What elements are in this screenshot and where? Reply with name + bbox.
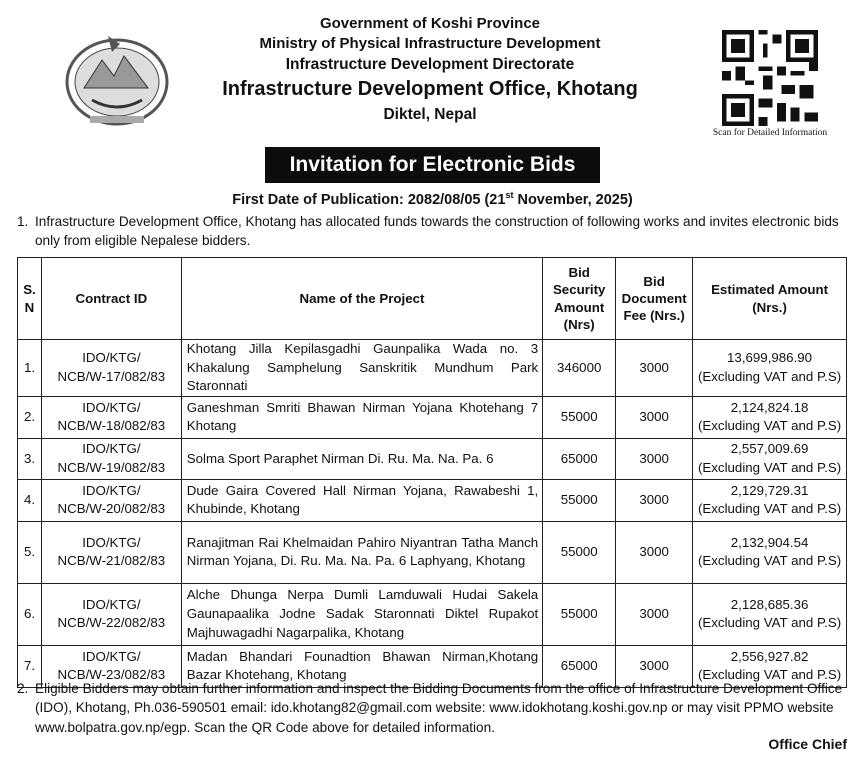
row-project-name-text: Alche Dhunga Nerpa Dumli Lamduwali Hudai Sakela Gaunapaalika Jodne Sadak Staronnati Diktel Rupakot Majhuwagadhi Nagarpalika, Khotang	[186, 587, 539, 640]
pub-date-ordinal: st	[505, 190, 514, 200]
row-document-fee	[616, 438, 693, 479]
row-estimated-amount-text: 2,556,927.82	[730, 648, 809, 664]
row-document-fee	[616, 521, 693, 583]
row-project-name	[181, 479, 542, 521]
row-contract-id	[41, 521, 181, 583]
office-name: Infrastructure Development Office, Khotang	[222, 78, 638, 101]
row-estimated-amount-text: (Excluding VAT and P.S)	[697, 418, 842, 434]
row-estimated-amount-text: 2,128,685.36	[730, 596, 809, 612]
row-estimated-amount	[693, 479, 847, 521]
row-estimated-amount-text: (Excluding VAT and P.S)	[697, 501, 842, 517]
row-bid-security-text: 65000	[560, 450, 598, 466]
row-sn	[18, 438, 42, 479]
row-contract-id-text: NCB/W-17/082/83	[57, 368, 166, 384]
row-project-name	[181, 521, 542, 583]
row-contract-id	[41, 438, 181, 479]
row-project-name-text: Ranajitman Rai Khelmaidan Pahiro Niyantran Tatha Manch Nirman Yojana, Di. Ru. Ma. Na. Pa. 6 Laphyang, Khotang	[186, 534, 539, 569]
row-contract-id-text: IDO/KTG/	[82, 399, 141, 415]
table-row	[18, 479, 847, 521]
paragraph-number: 1.	[17, 214, 29, 229]
bid-invitation-banner: Invitation for Electronic Bids	[265, 147, 600, 183]
row-contract-id-text: NCB/W-22/082/83	[57, 615, 166, 631]
row-bid-security	[543, 583, 616, 645]
paragraph-text: Infrastructure Development Office, Khotang has allocated funds towards the construction of following works and invites electronic bids only from eligible Nepalese bidders.	[35, 214, 839, 249]
row-estimated-amount	[693, 396, 847, 438]
row-document-fee-text: 3000	[639, 359, 669, 375]
row-estimated-amount	[693, 340, 847, 397]
qr-caption: Scan for Detailed Information	[712, 128, 828, 138]
row-contract-id-text: NCB/W-23/082/83	[57, 667, 166, 683]
row-sn	[18, 340, 42, 397]
table-row	[18, 340, 847, 397]
row-contract-id-text: IDO/KTG/	[82, 534, 141, 550]
row-estimated-amount-text: 13,699,986.90	[727, 350, 813, 366]
row-estimated-amount	[693, 438, 847, 479]
row-document-fee	[616, 396, 693, 438]
table-header-row	[18, 258, 847, 340]
signature-title: Office Chief	[768, 736, 847, 752]
works-table	[17, 257, 847, 688]
ministry-line: Ministry of Physical Infrastructure Development	[259, 35, 601, 53]
government-line: Government of Koshi Province	[319, 15, 541, 32]
paragraph-number: 2.	[17, 681, 29, 696]
header-project-name: Name of the Project	[181, 258, 542, 340]
row-estimated-amount-text: 2,129,729.31	[730, 482, 809, 498]
row-contract-id	[41, 479, 181, 521]
row-sn	[18, 521, 42, 583]
row-project-name	[181, 396, 542, 438]
row-project-name	[181, 340, 542, 397]
row-contract-id	[41, 396, 181, 438]
row-document-fee-text: 3000	[639, 544, 669, 560]
row-sn-text: 6.	[23, 606, 36, 622]
header-document-fee: Bid Document Fee (Nrs.)	[616, 258, 693, 340]
row-document-fee-text: 3000	[639, 606, 669, 622]
paragraph-2	[17, 679, 847, 737]
row-estimated-amount-text: (Excluding VAT and P.S)	[697, 368, 842, 384]
table-row	[18, 521, 847, 583]
row-contract-id	[41, 340, 181, 397]
row-bid-security	[543, 438, 616, 479]
document-header	[0, 8, 865, 138]
row-project-name	[181, 583, 542, 645]
publication-date	[0, 190, 865, 208]
row-document-fee-text: 3000	[639, 450, 669, 466]
row-bid-security	[543, 340, 616, 397]
paragraph-1	[17, 212, 847, 251]
row-sn-text: 4.	[23, 492, 36, 508]
row-project-name-text: Solma Sport Paraphet Nirman Di. Ru. Ma. Na. Pa. 6	[186, 450, 494, 466]
row-contract-id-text: IDO/KTG/	[82, 648, 141, 664]
government-emblem-icon	[62, 30, 172, 128]
row-bid-security-text: 65000	[560, 658, 598, 674]
row-project-name-text: Dude Gaira Covered Hall Nirman Yojana, Rawabeshi 1, Khubinde, Khotang	[186, 482, 539, 517]
row-bid-security-text: 346000	[556, 359, 602, 375]
row-sn-text: 3.	[23, 450, 36, 466]
row-estimated-amount-text: 2,557,009.69	[730, 441, 809, 457]
paragraph-text: Eligible Bidders may obtain further information and inspect the Bidding Documents from the office of Infrastructure Development Office (IDO), Khotang, Ph.036-590501 email: ido.khotang82@gmail.com website: www.idokhotang.koshi.gov.np or may visit PPMO website www.bolpatra.gov.np/egp. Scan the QR Code above for detailed information.	[35, 681, 843, 735]
row-sn-text: 1.	[23, 359, 36, 375]
row-document-fee-text: 3000	[639, 658, 669, 674]
row-bid-security-text: 55000	[560, 606, 598, 622]
row-estimated-amount-text: (Excluding VAT and P.S)	[697, 667, 842, 683]
row-sn-text: 5.	[23, 544, 36, 560]
row-sn-text: 2.	[23, 409, 36, 425]
pub-date-prefix: First Date of Publication: 2082/08/05 (21	[232, 191, 506, 208]
row-document-fee-text: 3000	[639, 492, 669, 508]
row-contract-id-text: IDO/KTG/	[82, 482, 141, 498]
row-document-fee-text: 3000	[639, 409, 669, 425]
table-row	[18, 583, 847, 645]
row-estimated-amount	[693, 583, 847, 645]
row-contract-id	[41, 583, 181, 645]
row-contract-id-text: NCB/W-19/082/83	[57, 459, 166, 475]
row-bid-security-text: 55000	[560, 409, 598, 425]
row-project-name-text: Khotang Jilla Kepilasgadhi Gaunpalika Wada no. 3 Khakalung Samphelung Sanskritik Mundhum Park Staronnati	[186, 341, 539, 394]
row-contract-id-text: IDO/KTG/	[82, 350, 141, 366]
row-project-name	[181, 438, 542, 479]
row-document-fee	[616, 583, 693, 645]
table-row	[18, 438, 847, 479]
row-project-name-text: Madan Bhandari Founadtion Bhawan Nirman,Khotang Bazar Khotehang, Khotang	[186, 648, 539, 683]
office-location: Diktel, Nepal	[383, 106, 477, 124]
row-contract-id-text: IDO/KTG/	[82, 596, 141, 612]
table-row	[18, 396, 847, 438]
row-document-fee	[616, 340, 693, 397]
row-sn-text: 7.	[23, 658, 36, 674]
row-contract-id-text: NCB/W-20/082/83	[57, 501, 166, 517]
header-lines	[190, 14, 670, 126]
row-contract-id-text: NCB/W-18/082/83	[57, 418, 166, 434]
pub-date-suffix: November, 2025)	[513, 191, 633, 208]
row-estimated-amount-text: 2,124,824.18	[730, 399, 809, 415]
row-estimated-amount-text: 2,132,904.54	[730, 534, 809, 550]
header-contract-id: Contract ID	[41, 258, 181, 340]
row-bid-security	[543, 521, 616, 583]
row-estimated-amount-text: (Excluding VAT and P.S)	[697, 459, 842, 475]
header-bid-security: Bid Security Amount (Nrs)	[543, 258, 616, 340]
row-estimated-amount-text: (Excluding VAT and P.S)	[697, 553, 842, 569]
row-estimated-amount	[693, 521, 847, 583]
row-contract-id-text: IDO/KTG/	[82, 441, 141, 457]
row-estimated-amount-text: (Excluding VAT and P.S)	[697, 615, 842, 631]
row-bid-security-text: 55000	[560, 492, 598, 508]
header-sn: S. N	[18, 258, 42, 340]
row-sn	[18, 479, 42, 521]
qr-code-icon[interactable]	[722, 30, 818, 126]
directorate-line: Infrastructure Development Directorate	[285, 55, 575, 73]
row-project-name-text: Ganeshman Smriti Bhawan Nirman Yojana Khotehang 7 Khotang	[186, 399, 539, 434]
row-bid-security	[543, 479, 616, 521]
header-estimated-amount: Estimated Amount (Nrs.)	[693, 258, 847, 340]
row-bid-security-text: 55000	[560, 544, 598, 560]
row-document-fee	[616, 479, 693, 521]
row-sn	[18, 396, 42, 438]
row-sn	[18, 583, 42, 645]
row-contract-id-text: NCB/W-21/082/83	[57, 553, 166, 569]
row-bid-security	[543, 396, 616, 438]
